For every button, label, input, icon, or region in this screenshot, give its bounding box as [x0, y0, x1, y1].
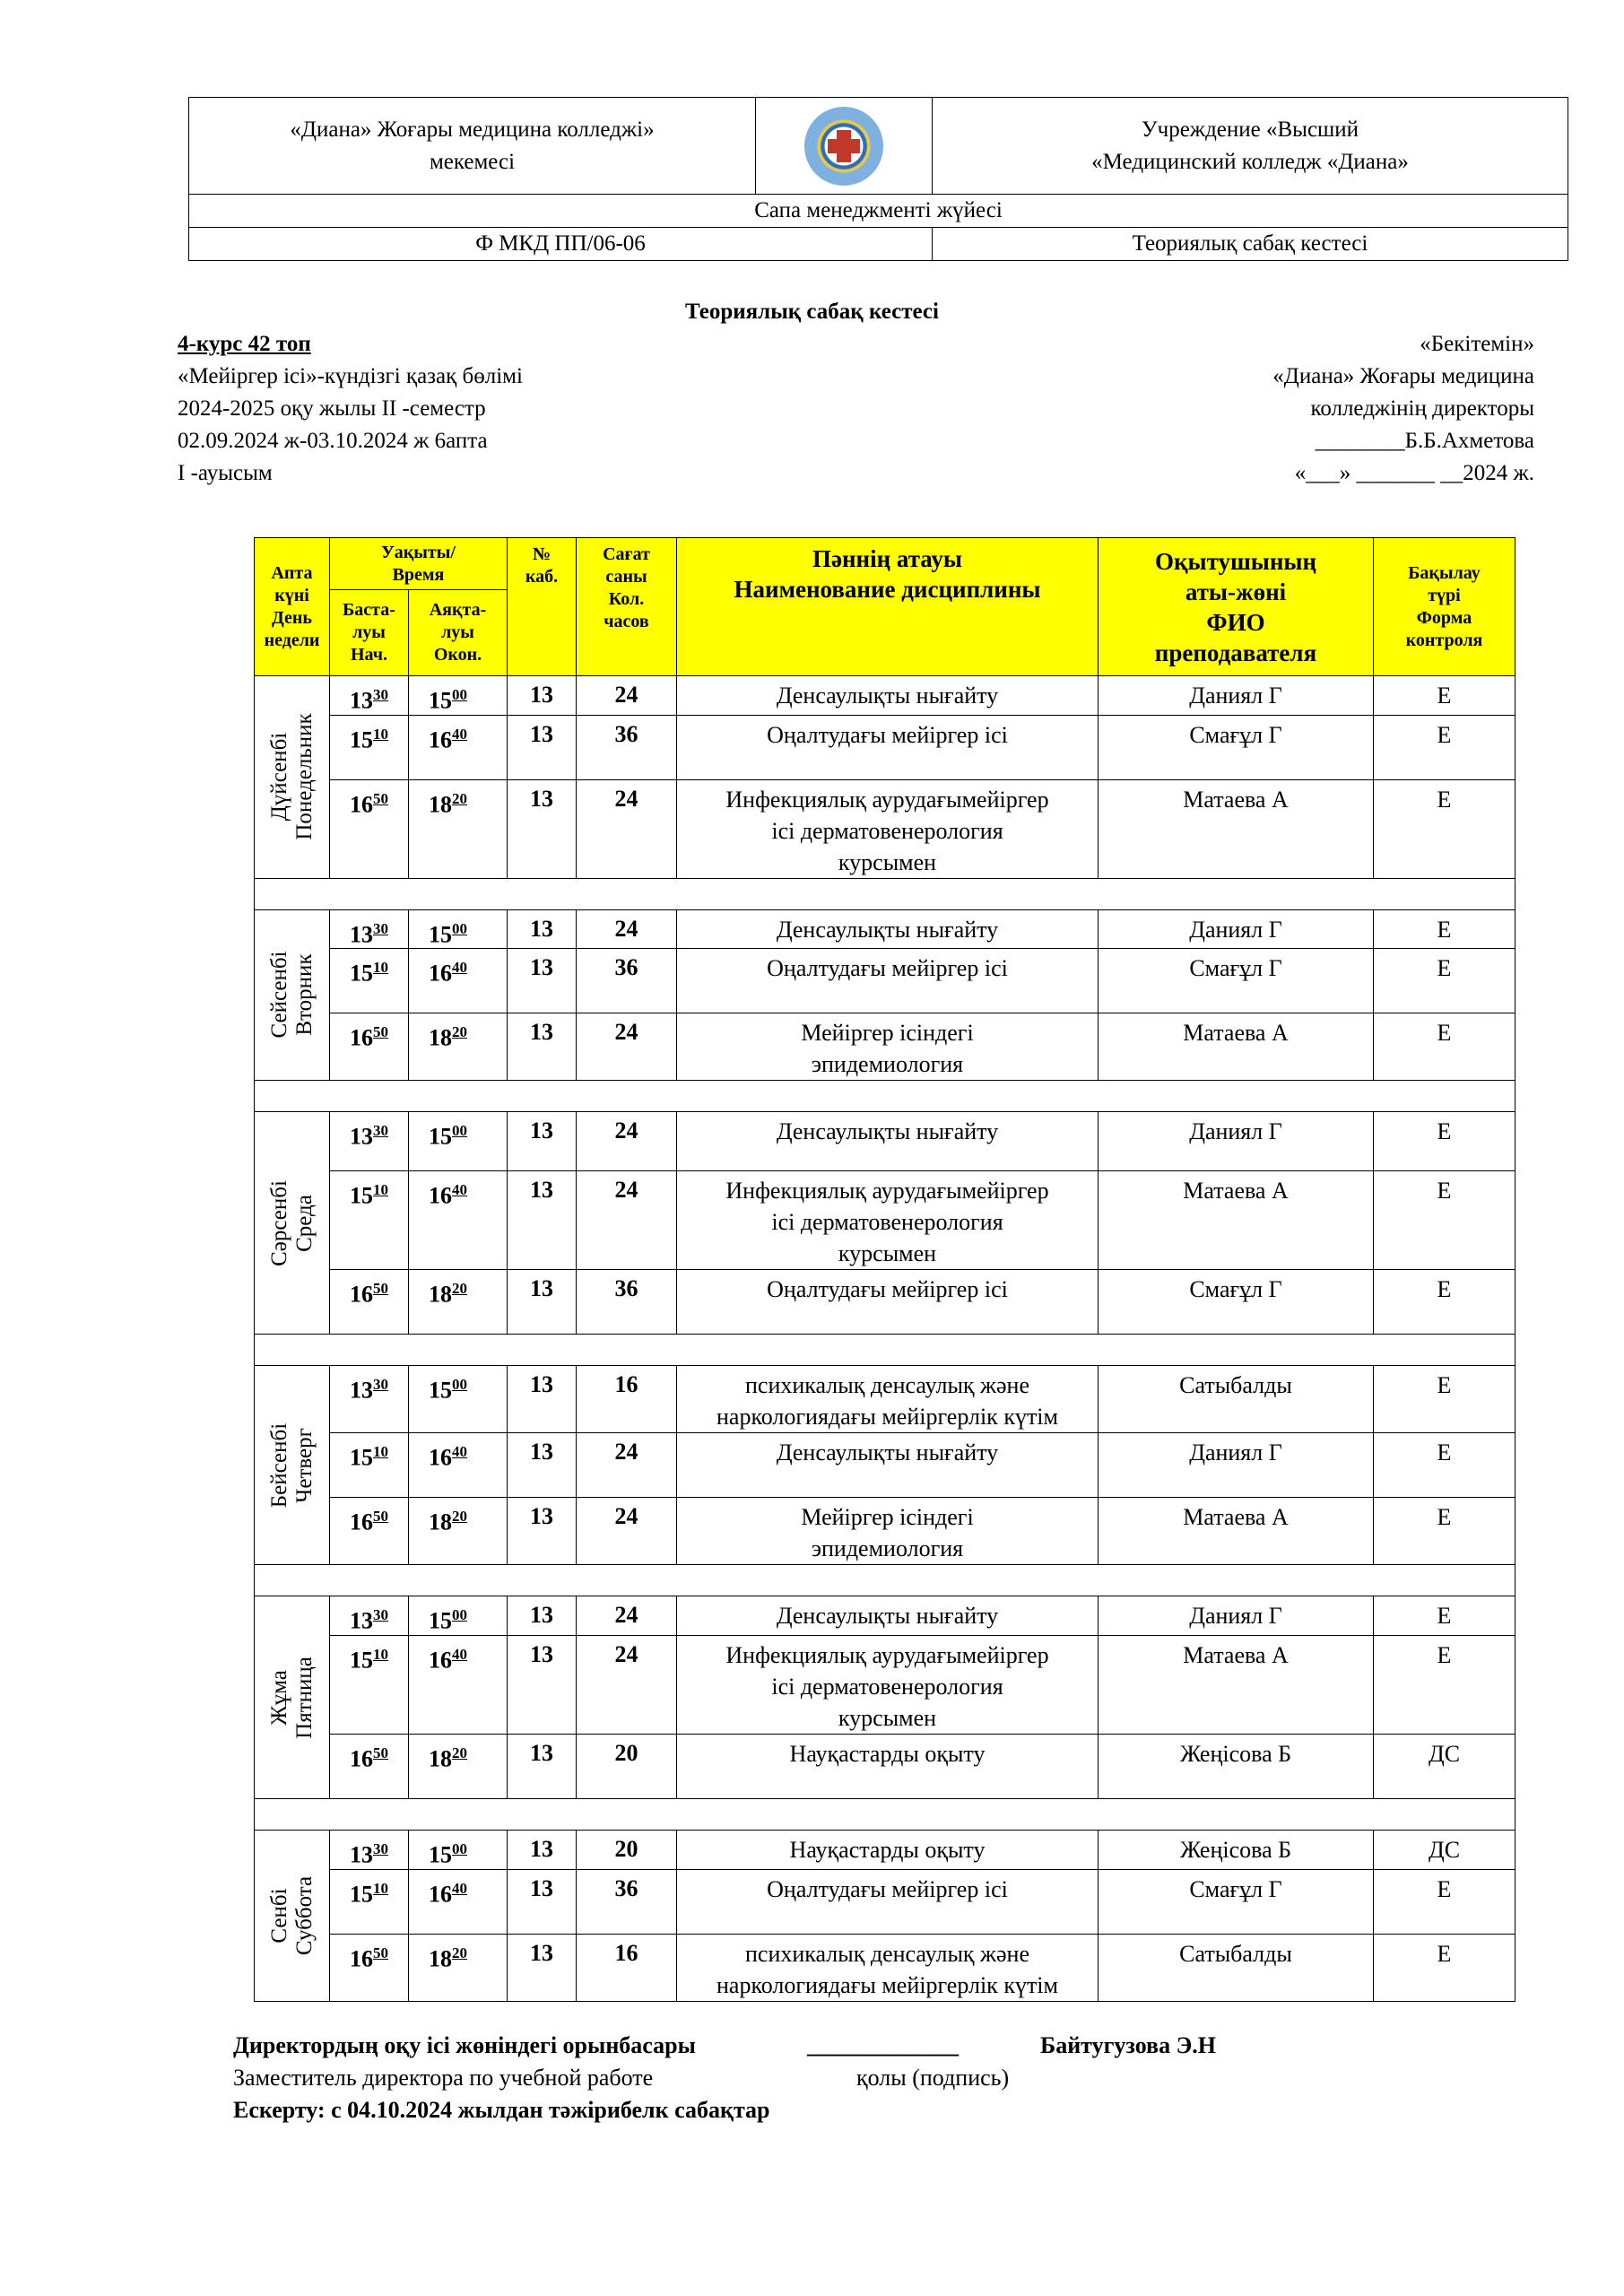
day-separator-row	[255, 1798, 1515, 1830]
control-form: Е	[1374, 715, 1515, 779]
room-number: 13	[508, 1171, 577, 1270]
table-row	[255, 1830, 1515, 1869]
document-header-table	[188, 97, 1568, 261]
page-title: Теориялық сабақ кестесі	[685, 300, 939, 324]
deputy-name: Байтугузова Э.Н	[1040, 2032, 1216, 2058]
approval-block	[1272, 328, 1534, 490]
room-number: 13	[508, 1013, 577, 1081]
day-cell	[255, 676, 330, 879]
start-time: $15^{10}$	[330, 1869, 409, 1934]
header-left-line2: мекемесі	[429, 149, 516, 174]
day-cell	[255, 1112, 330, 1335]
hours-count: 24	[577, 1013, 677, 1081]
table-row	[255, 1869, 1515, 1934]
header-right-line2: «Медицинский колледж «Диана»	[1091, 149, 1409, 174]
day-cell	[255, 1596, 330, 1799]
day-separator-row	[255, 1565, 1515, 1596]
end-time: $18^{20}$	[409, 1734, 508, 1798]
col-teacher-header: Оқытушының аты-жөні ФИО преподавателя	[1099, 538, 1374, 676]
form-code: Ф МКД ПП/06-06	[189, 228, 933, 261]
table-row	[255, 1498, 1515, 1565]
start-time: $16^{50}$	[330, 1734, 409, 1798]
teacher-name: Даниял Г	[1099, 676, 1374, 716]
table-row	[255, 1112, 1515, 1171]
col-day-header: Апта күні День недели	[255, 538, 330, 676]
table-row	[255, 909, 1515, 949]
control-form: Е	[1374, 1635, 1515, 1734]
hours-count: 16	[577, 1366, 677, 1433]
shift: I -ауысым	[178, 461, 273, 485]
start-time: $16^{50}$	[330, 1934, 409, 2001]
teacher-name: Сатыбалды	[1099, 1366, 1374, 1433]
control-form: ДС	[1374, 1734, 1515, 1798]
day-separator-row	[255, 1081, 1515, 1112]
hours-count: 24	[577, 1635, 677, 1734]
control-form: Е	[1374, 1934, 1515, 2001]
room-number: 13	[508, 1596, 577, 1636]
col-subject-header: Пәннің атауы Наименование дисциплины	[677, 538, 1099, 676]
day-separator-row	[255, 1335, 1515, 1366]
teacher-name: Даниял Г	[1099, 1596, 1374, 1636]
room-number: 13	[508, 1934, 577, 2001]
subject-name: Мейіргер ісіндегі эпидемиология	[677, 1013, 1099, 1081]
form-name: Теориялық сабақ кестесі	[933, 228, 1568, 261]
table-row	[255, 1635, 1515, 1734]
col-time-header: Уақыты/ Время	[330, 538, 508, 590]
subject-name: Денсаулықты нығайту	[677, 1112, 1099, 1171]
subject-name: Оңалтудағы мейіргер ісі	[677, 1270, 1099, 1335]
subject-name: Инфекциялық аурудағымейіргер ісі дерматовенерология курсымен	[677, 1635, 1099, 1734]
teacher-name: Матаева А	[1099, 1498, 1374, 1565]
col-start-header: Баста- луы Нач.	[330, 590, 409, 676]
teacher-name: Жеңісова Б	[1099, 1734, 1374, 1798]
room-number: 13	[508, 1112, 577, 1171]
end-time: $15^{00}$	[409, 1112, 508, 1171]
approve-date: «___» _______ __2024 ж.	[1294, 461, 1534, 485]
table-row	[255, 715, 1515, 779]
header-left-line1: «Диана» Жоғары медицина колледжі»	[290, 117, 655, 142]
day-name-kz: Сәрсенбі	[266, 1179, 291, 1266]
control-form: Е	[1374, 1112, 1515, 1171]
day-name-ru: Вторник	[291, 953, 317, 1037]
hours-count: 24	[577, 676, 677, 716]
start-time: $15^{10}$	[330, 1635, 409, 1734]
day-name-ru: Четверг	[291, 1427, 317, 1503]
subject-name: Денсаулықты нығайту	[677, 1433, 1099, 1498]
start-time: $13^{30}$	[330, 1112, 409, 1171]
table-row	[255, 1171, 1515, 1270]
header-right-line1: Учреждение «Высший	[1141, 117, 1359, 142]
room-number: 13	[508, 1869, 577, 1934]
approve-line2: «Диана» Жоғары медицина	[1272, 364, 1534, 388]
signature-line: _____________	[807, 2032, 959, 2058]
col-end-header: Аяқта- луы Окон.	[409, 590, 508, 676]
end-time: $16^{40}$	[409, 949, 508, 1013]
start-time: $13^{30}$	[330, 1830, 409, 1869]
end-time: $15^{00}$	[409, 909, 508, 949]
room-number: 13	[508, 1433, 577, 1498]
room-number: 13	[508, 1830, 577, 1869]
teacher-name: Смағұл Г	[1099, 1270, 1374, 1335]
teacher-name: Смағұл Г	[1099, 1869, 1374, 1934]
control-form: Е	[1374, 1270, 1515, 1335]
control-form: Е	[1374, 1498, 1515, 1565]
header-right-cell	[933, 98, 1568, 195]
day-name-kz: Сейсенбі	[266, 951, 291, 1039]
table-row	[255, 1366, 1515, 1433]
col-hours-header: Сағат саны Кол. часов	[577, 538, 677, 676]
course-group: 4-курс 42 топ	[178, 332, 311, 356]
start-time: $16^{50}$	[330, 1270, 409, 1335]
hours-count: 36	[577, 1270, 677, 1335]
start-time: $15^{10}$	[330, 1171, 409, 1270]
day-cell	[255, 909, 330, 1081]
end-time: $16^{40}$	[409, 1869, 508, 1934]
subject-name: Денсаулықты нығайту	[677, 1596, 1099, 1636]
header-left-cell	[189, 98, 756, 195]
control-form: Е	[1374, 1366, 1515, 1433]
control-form: Е	[1374, 1596, 1515, 1636]
end-time: $18^{20}$	[409, 1013, 508, 1081]
hours-count: 36	[577, 1869, 677, 1934]
start-time: $16^{50}$	[330, 1013, 409, 1081]
hours-count: 20	[577, 1830, 677, 1869]
subject-name: Мейіргер ісіндегі эпидемиология	[677, 1498, 1099, 1565]
hours-count: 20	[577, 1734, 677, 1798]
teacher-name: Даниял Г	[1099, 1112, 1374, 1171]
control-form: Е	[1374, 779, 1515, 878]
room-number: 13	[508, 1635, 577, 1734]
day-name-ru: Среда	[291, 1194, 317, 1252]
start-time: $13^{30}$	[330, 909, 409, 949]
day-cell	[255, 1830, 330, 2001]
hours-count: 36	[577, 715, 677, 779]
end-time: $16^{40}$	[409, 1635, 508, 1734]
subject-name: Денсаулықты нығайту	[677, 909, 1099, 949]
end-time: $18^{20}$	[409, 1270, 508, 1335]
day-name-kz: Сенбі	[266, 1888, 291, 1944]
subject-name: Денсаулықты нығайту	[677, 676, 1099, 716]
hours-count: 24	[577, 1171, 677, 1270]
room-number: 13	[508, 1734, 577, 1798]
end-time: $15^{00}$	[409, 1596, 508, 1636]
end-time: $15^{00}$	[409, 676, 508, 716]
control-form: Е	[1374, 909, 1515, 949]
teacher-name: Матаева А	[1099, 1171, 1374, 1270]
room-number: 13	[508, 949, 577, 1013]
day-name-ru: Суббота	[291, 1875, 317, 1955]
college-logo-icon	[804, 107, 883, 186]
end-time: $15^{00}$	[409, 1830, 508, 1869]
table-row	[255, 1013, 1515, 1081]
end-time: $16^{40}$	[409, 715, 508, 779]
table-row	[255, 1596, 1515, 1636]
subject-name: психикалық денсаулық және наркологиядағы мейіргерлік күтім	[677, 1366, 1099, 1433]
start-time: $15^{10}$	[330, 949, 409, 1013]
teacher-name: Даниял Г	[1099, 909, 1374, 949]
hours-count: 36	[577, 949, 677, 1013]
start-time: $13^{30}$	[330, 1366, 409, 1433]
end-time: $16^{40}$	[409, 1171, 508, 1270]
header-logo-cell	[756, 98, 933, 195]
teacher-name: Даниял Г	[1099, 1433, 1374, 1498]
col-control-header: Бақылау түрі Форма контроля	[1374, 538, 1515, 676]
end-time: $16^{40}$	[409, 1433, 508, 1498]
table-row	[255, 1734, 1515, 1798]
period: 02.09.2024 ж-03.10.2024 ж 6апта	[178, 429, 488, 453]
start-time: $13^{30}$	[330, 676, 409, 716]
control-form: Е	[1374, 949, 1515, 1013]
hours-count: 24	[577, 779, 677, 878]
teacher-name: Матаева А	[1099, 1013, 1374, 1081]
teacher-name: Сатыбалды	[1099, 1934, 1374, 2001]
teacher-name: Матаева А	[1099, 1635, 1374, 1734]
hours-count: 24	[577, 1498, 677, 1565]
quality-system-label: Сапа менеджменті жүйесі	[189, 195, 1568, 228]
teacher-name: Матаева А	[1099, 779, 1374, 878]
deputy-title-kz: Директордың оқу ісі жөніндегі орынбасары	[233, 2032, 696, 2058]
day-name-kz: Дүйсенбі	[266, 733, 291, 822]
control-form: Е	[1374, 1433, 1515, 1498]
hours-count: 24	[577, 1433, 677, 1498]
hours-count: 24	[577, 1596, 677, 1636]
subject-name: Оңалтудағы мейіргер ісі	[677, 949, 1099, 1013]
col-room-header: № каб.	[508, 538, 577, 676]
footer-note: Ескерту: с 04.10.2024 жылдан тәжірибелк сабақтар	[233, 2097, 770, 2123]
day-separator-row	[255, 878, 1515, 909]
subject-name: Науқастарды оқыту	[677, 1830, 1099, 1869]
start-time: $16^{50}$	[330, 1498, 409, 1565]
room-number: 13	[508, 715, 577, 779]
day-name-kz: Жұма	[266, 1669, 291, 1726]
subject-name: Оңалтудағы мейіргер ісі	[677, 1869, 1099, 1934]
subject-name: Инфекциялық аурудағымейіргер ісі дерматовенерология курсымен	[677, 1171, 1099, 1270]
schedule-table	[254, 537, 1515, 2002]
room-number: 13	[508, 909, 577, 949]
table-row	[255, 676, 1515, 716]
end-time: $18^{20}$	[409, 1498, 508, 1565]
start-time: $13^{30}$	[330, 1596, 409, 1636]
teacher-name: Смағұл Г	[1099, 715, 1374, 779]
signature-label: қолы (подпись)	[856, 2065, 1010, 2091]
day-name-ru: Пятница	[291, 1656, 317, 1739]
end-time: $15^{00}$	[409, 1366, 508, 1433]
deputy-title-ru: Заместитель директора по учебной работе	[233, 2065, 654, 2091]
day-name-kz: Бейсенбі	[266, 1422, 291, 1508]
room-number: 13	[508, 1498, 577, 1565]
control-form: ДС	[1374, 1830, 1515, 1869]
teacher-name: Смағұл Г	[1099, 949, 1374, 1013]
room-number: 13	[508, 1366, 577, 1433]
hours-count: 24	[577, 1112, 677, 1171]
hours-count: 24	[577, 909, 677, 949]
subject-name: психикалық денсаулық және наркологиядағы мейіргерлік күтім	[677, 1934, 1099, 2001]
room-number: 13	[508, 1270, 577, 1335]
subject-name: Оңалтудағы мейіргер ісі	[677, 715, 1099, 779]
table-row	[255, 1270, 1515, 1335]
academic-year: 2024-2025 оқу жылы II -семестр	[178, 396, 486, 421]
start-time: $16^{50}$	[330, 779, 409, 878]
control-form: Е	[1374, 1869, 1515, 1934]
day-cell	[255, 1366, 330, 1565]
room-number: 13	[508, 779, 577, 878]
start-time: $15^{10}$	[330, 715, 409, 779]
subject-name: Науқастарды оқыту	[677, 1734, 1099, 1798]
end-time: $18^{20}$	[409, 1934, 508, 2001]
room-number: 13	[508, 676, 577, 716]
start-time: $15^{10}$	[330, 1433, 409, 1498]
specialty: «Мейіргер ісі»-күндізгі қазақ бөлімі	[178, 364, 523, 388]
day-name-ru: Понедельник	[291, 713, 317, 840]
approve-label: «Бекітемін»	[1420, 332, 1534, 356]
table-row	[255, 1433, 1515, 1498]
table-row	[255, 1934, 1515, 2001]
table-row	[255, 949, 1515, 1013]
teacher-name: Жеңісова Б	[1099, 1830, 1374, 1869]
approve-line3: колледжінің директоры	[1310, 396, 1534, 421]
table-row	[255, 779, 1515, 878]
control-form: Е	[1374, 1013, 1515, 1081]
left-info-block	[178, 328, 523, 490]
subject-name: Инфекциялық аурудағымейіргер ісі дерматовенерология курсымен	[677, 779, 1099, 878]
hours-count: 16	[577, 1934, 677, 2001]
approve-director: ________Б.Б.Ахметова	[1315, 429, 1534, 453]
control-form: Е	[1374, 1171, 1515, 1270]
end-time: $18^{20}$	[409, 779, 508, 878]
control-form: Е	[1374, 676, 1515, 716]
